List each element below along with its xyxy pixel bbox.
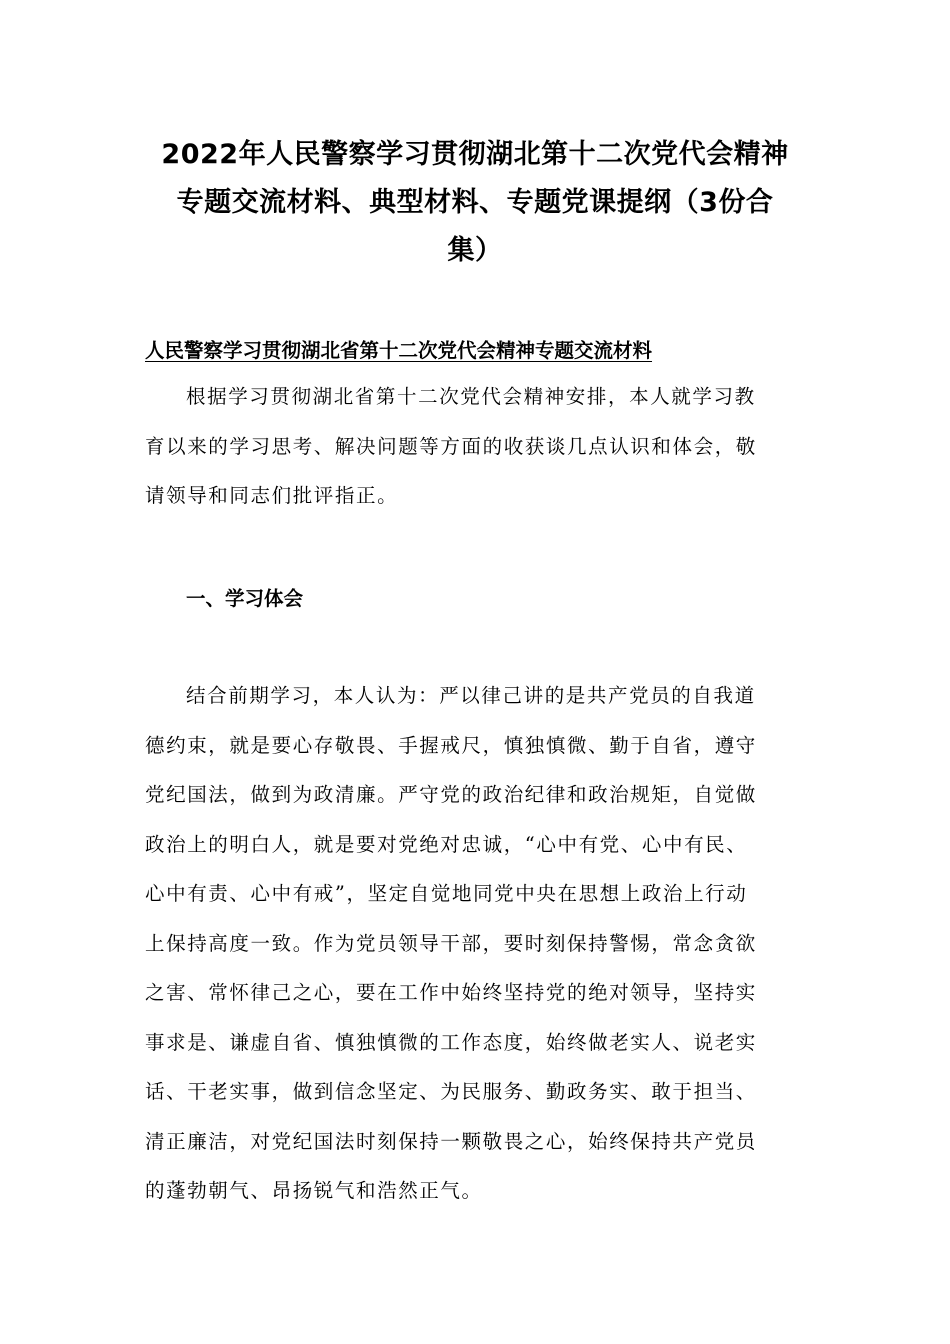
paragraph-line: 政治上的明白人，就是要对党绝对忠诚，“心中有党、心中有民、	[145, 832, 748, 856]
title-line: 集）	[447, 235, 503, 266]
intro-paragraph	[145, 372, 815, 521]
paragraph-line: 根据学习贯彻湖北省第十二次党代会精神安排，本人就学习教	[186, 385, 756, 408]
paragraph-line: 请领导和同志们批评指正。	[145, 484, 399, 507]
paragraph-line: 清正廉洁，对党纪国法时刻保持一颗敬畏之心，始终保持共产党员	[145, 1129, 757, 1153]
paragraph-line: 德约束，就是要心存敬畏、手握戒尺，慎独慎微、勤于自省，遵守	[145, 733, 757, 757]
body-paragraph	[145, 671, 815, 1216]
paragraph-line: 上保持高度一致。作为党员领导干部，要时刻保持警惕，常念贪欲	[145, 931, 757, 955]
paragraph-line: 党纪国法，做到为政清廉。严守党的政治纪律和政治规矩，自觉做	[145, 783, 757, 806]
title-line: 2022年人民警察学习贯彻湖北第十二次党代会精神	[161, 139, 789, 170]
section-heading: 一、学习体会	[186, 587, 304, 610]
section-subtitle: 人民警察学习贯彻湖北省第十二次党代会精神专题交流材料	[145, 339, 653, 362]
paragraph-line: 事求是、谦虚自省、慎独慎微的工作态度，始终做老实人、说老实	[145, 1030, 757, 1054]
paragraph-line: 结合前期学习，本人认为：严以律己讲的是共产党员的自我道	[186, 684, 756, 707]
title-line: 专题交流材料、典型材料、专题党课提纲（3份合	[176, 187, 774, 218]
paragraph-line: 的蓬勃朝气、昂扬锐气和浩然正气。	[145, 1179, 483, 1202]
paragraph-line: 话、干老实事，做到信念坚定、为民服务、勤政务实、敢于担当、	[145, 1080, 757, 1103]
paragraph-line: 之害、常怀律己之心，要在工作中始终坚持党的绝对领导，坚持实	[145, 981, 757, 1004]
document-title	[140, 131, 810, 275]
paragraph-line: 心中有责、心中有戒”，坚定自觉地同党中央在思想上政治上行动	[145, 882, 748, 905]
paragraph-line: 育以来的学习思考、解决问题等方面的收获谈几点认识和体会，敬	[145, 434, 757, 458]
